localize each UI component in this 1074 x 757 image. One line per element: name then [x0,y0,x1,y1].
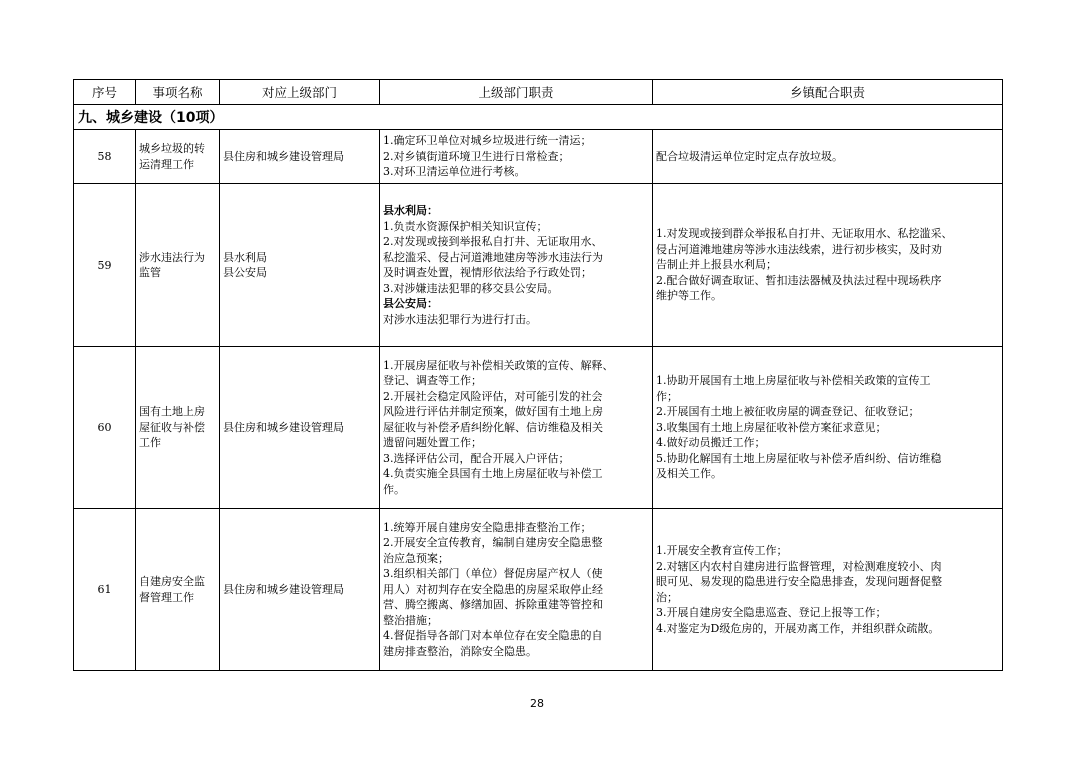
header-row [74,80,1003,105]
table-row [74,130,1003,184]
header-upper-department: 对应上级部门 [220,80,380,105]
row-number: 61 [74,509,136,671]
item-name: 涉水违法行为 监管 [136,184,220,347]
upper-duties: 县水利局： 1.负责水资源保护相关知识宣传； 2.对发现或接到举报私自打井、无证取用水、 私挖滥采、侵占河道滩地建房等涉水违法行为 及时调查处置，视情形依法给予行政处罚； 3.对涉嫌违法犯罪的移交县公安局。 县公安局： 对涉水违法犯罪行为进行打击。 [380,184,653,347]
duty-subheading: 县水利局： [383,204,438,217]
upper-department: 县住房和城乡建设管理局 [220,509,380,671]
section-row [74,105,1003,130]
table-row [74,347,1003,509]
item-name: 城乡垃圾的转 运清理工作 [136,130,220,184]
upper-department: 县住房和城乡建设管理局 [220,130,380,184]
page-number: 28 [530,697,544,710]
township-duties: 配合垃圾清运单位定时定点存放垃圾。 [653,130,1003,184]
header-item-name: 事项名称 [136,80,220,105]
township-duties: 1.开展安全教育宣传工作； 2.对辖区内农村自建房进行监督管理，对检测难度较小、肉 眼可见、易发现的隐患进行安全隐患排查，发现问题督促整 治； 3.开展自建房安全隐患巡查、登记上报等工作； 4.对鉴定为D级危房的，开展劝离工作，并组织群众疏散。 [653,509,1003,671]
section-title: 九、城乡建设（10项） [74,105,1003,130]
responsibility-table [73,79,1003,671]
upper-department: 县水利局 县公安局 [220,184,380,347]
upper-department: 县住房和城乡建设管理局 [220,347,380,509]
header-number: 序号 [74,80,136,105]
upper-duties: 1.开展房屋征收与补偿相关政策的宣传、解释、 登记、调查等工作； 2.开展社会稳定风险评估，对可能引发的社会 风险进行评估并制定预案，做好国有土地上房 屋征收与补偿矛盾纠纷化解、信访维稳及相关 遗留问题处置工作； 3.选择评估公司，配合开展入户评估； 4.负责实施全县国有土地上房屋征收与补偿工 作。 [380,347,653,509]
township-duties: 1.对发现或接到群众举报私自打井、无证取用水、私挖滥采、 侵占河道滩地建房等涉水违法线索，进行初步核实，及时劝 告制止并上报县水利局； 2.配合做好调查取证、暂扣违法器械及执法过程中现场秩序 维护等工作。 [653,184,1003,347]
row-number: 60 [74,347,136,509]
duty-subheading: 县公安局： [383,297,438,310]
header-township-duties: 乡镇配合职责 [653,80,1003,105]
township-duties: 1.协助开展国有土地上房屋征收与补偿相关政策的宣传工 作； 2.开展国有土地上被征收房屋的调查登记、征收登记； 3.收集国有土地上房屋征收补偿方案征求意见； 4.做好动员搬迁工作； 5.协助化解国有土地上房屋征收与补偿矛盾纠纷、信访维稳 及相关工作。 [653,347,1003,509]
upper-duties: 1.确定环卫单位对城乡垃圾进行统一清运； 2.对乡镇街道环境卫生进行日常检查； 3.对环卫清运单位进行考核。 [380,130,653,184]
table-row [74,184,1003,347]
header-upper-duties: 上级部门职责 [380,80,653,105]
item-name: 自建房安全监 督管理工作 [136,509,220,671]
row-number: 58 [74,130,136,184]
row-number: 59 [74,184,136,347]
upper-duties: 1.统筹开展自建房安全隐患排查整治工作； 2.开展安全宣传教育，编制自建房安全隐患整 治应急预案； 3.组织相关部门（单位）督促房屋产权人（使 用人）对初判存在安全隐患的房屋采取停止经 营、腾空搬离、修缮加固、拆除重建等管控和 整治措施； 4.督促指导各部门对本单位存在安全隐患的自 建房排查整治，消除安全隐患。 [380,509,653,671]
table-row [74,509,1003,671]
item-name: 国有土地上房 屋征收与补偿 工作 [136,347,220,509]
